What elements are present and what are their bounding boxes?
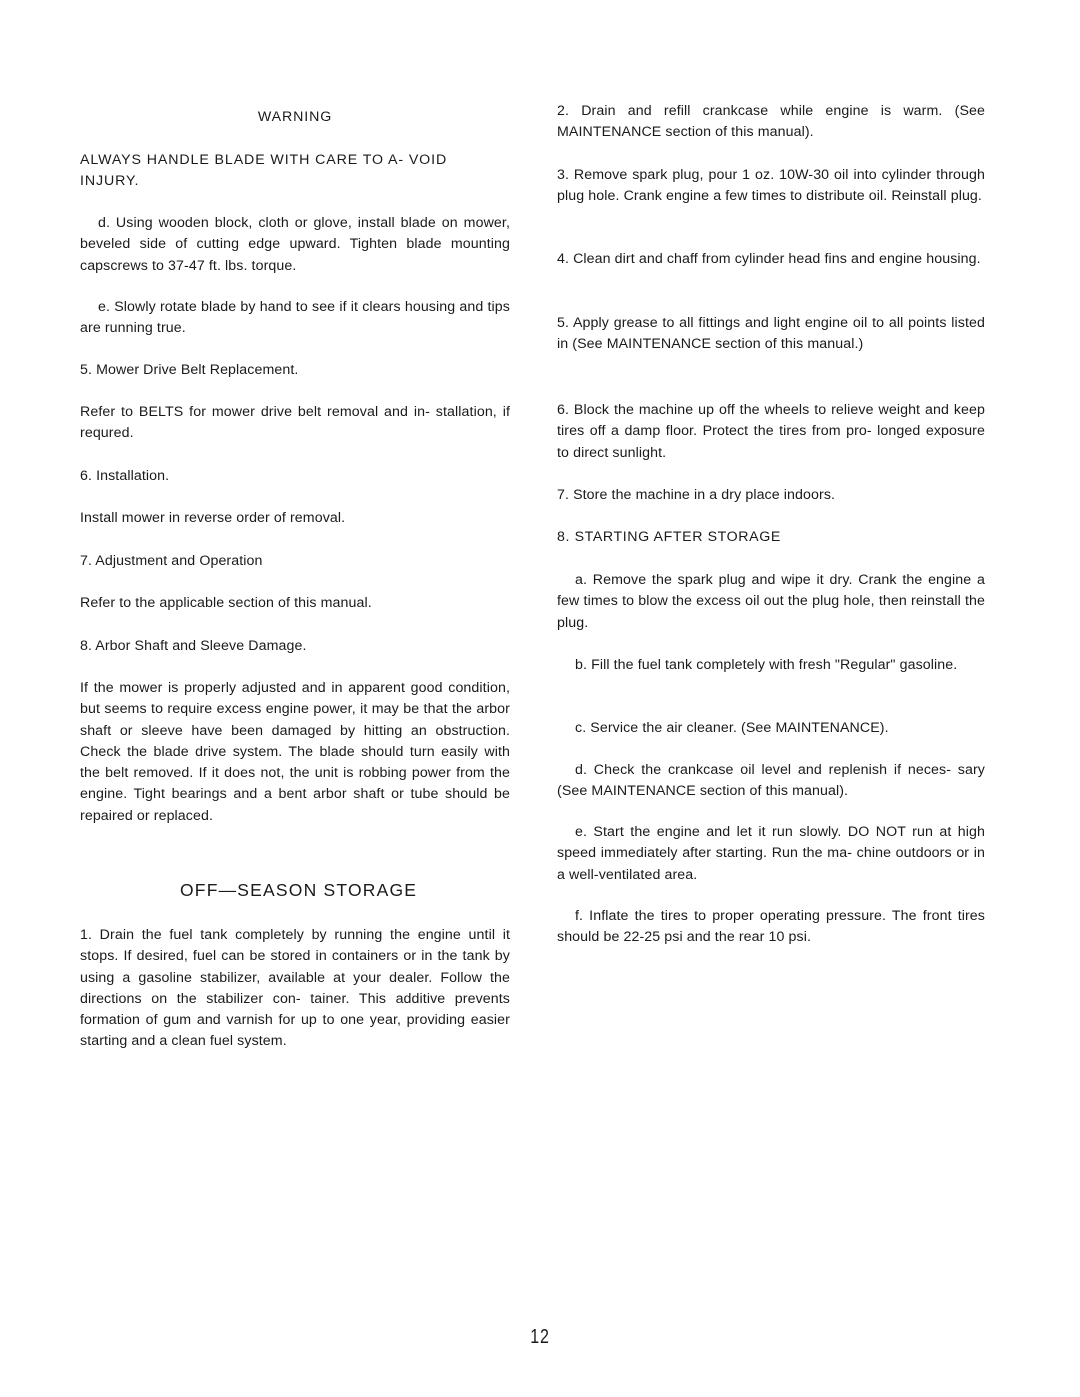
page-number: 12 <box>530 1326 550 1348</box>
item-8-text: If the mower is properly adjusted and in apparent good condition, but seems to require excess engine power, it may be that the arbor shaft or sleeve have been damaged by hitting an obstruction. Check the blade drive system. The blade should turn easily with the belt removed. If it does not, the unit is robbing power from the engine. Tight bearings and a bent arbor shaft or tube should be repaired or replaced. <box>80 680 510 824</box>
start-d: d. Check the crankcase oil level and replenish if neces- sary (See MAINTENANCE section of this manual). <box>557 762 985 800</box>
step-e: e. Slowly rotate blade by hand to see if it clears housing and tips are running true. <box>80 299 510 337</box>
storage-step-4: 4. Clean dirt and chaff from cylinder head fins and engine housing. <box>557 251 981 267</box>
storage-step-2: 2. Drain and refill crankcase while engine is warm. (See MAINTENANCE section of this manual). <box>557 103 985 141</box>
item-8-title: 8. Arbor Shaft and Sleeve Damage. <box>80 638 307 654</box>
warning-title: WARNING <box>257 109 333 125</box>
storage-step-1: 1. Drain the fuel tank completely by running the engine until it stops. If desired, fuel can be stored in containers or in the tank by using a gasoline stabilizer, available at your dealer. Follow the directions on the stabilizer con- tainer. This additive prevents formation of gum and varnish for up to one year, providing easier starting and a clean fuel system. <box>80 927 510 1050</box>
start-f: f. Inflate the tires to proper operating pressure. The front tires should be 22-25 psi and the rear 10 psi. <box>557 908 985 946</box>
storage-step-7: 7. Store the machine in a dry place indoors. <box>557 487 836 503</box>
storage-step-5: 5. Apply grease to all fittings and light engine oil to all points listed in (See MAINTENANCE section of this manual.) <box>557 315 985 353</box>
storage-step-3: 3. Remove spark plug, pour 1 oz. 10W-30 oil into cylinder through plug hole. Crank engine a few times to distribute oil. Reinstall plug. <box>557 167 985 205</box>
storage-step-6: 6. Block the machine up off the wheels to relieve weight and keep tires off a damp floor. Protect the tires from pro- longed exposure to direct sunlight. <box>557 402 985 461</box>
warning-text: ALWAYS HANDLE BLADE WITH CARE TO A- VOID INJURY. <box>80 152 448 190</box>
item-5-text: Refer to BELTS for mower drive belt removal and in- stallation, if requred. <box>80 404 510 442</box>
item-7-text: Refer to the applicable section of this manual. <box>80 595 372 611</box>
start-e: e. Start the engine and let it run slowly. DO NOT run at high speed immediately after starting. Run the ma- chine outdoors or in a well-ventilated area. <box>557 824 985 883</box>
item-6-title: 6. Installation. <box>80 468 170 484</box>
item-7-title: 7. Adjustment and Operation <box>80 553 263 569</box>
storage-step-8: 8. STARTING AFTER STORAGE <box>557 529 781 545</box>
start-a: a. Remove the spark plug and wipe it dry. Crank the engine a few times to blow the excess oil out the plug hole, then reinstall the plug. <box>557 572 985 631</box>
start-c: c. Service the air cleaner. (See MAINTENANCE). <box>575 720 889 736</box>
item-6-text: Install mower in reverse order of removal. <box>80 510 346 526</box>
item-5-title: 5. Mower Drive Belt Replacement. <box>80 362 299 378</box>
start-b: b. Fill the fuel tank completely with fresh "Regular" gasoline. <box>575 657 958 673</box>
section-title: OFF—SEASON STORAGE <box>180 880 418 900</box>
step-d: d. Using wooden block, cloth or glove, install blade on mower, beveled side of cutting edge upward. Tighten blade mounting capscrews to 37-47 ft. lbs. torque. <box>80 215 510 274</box>
